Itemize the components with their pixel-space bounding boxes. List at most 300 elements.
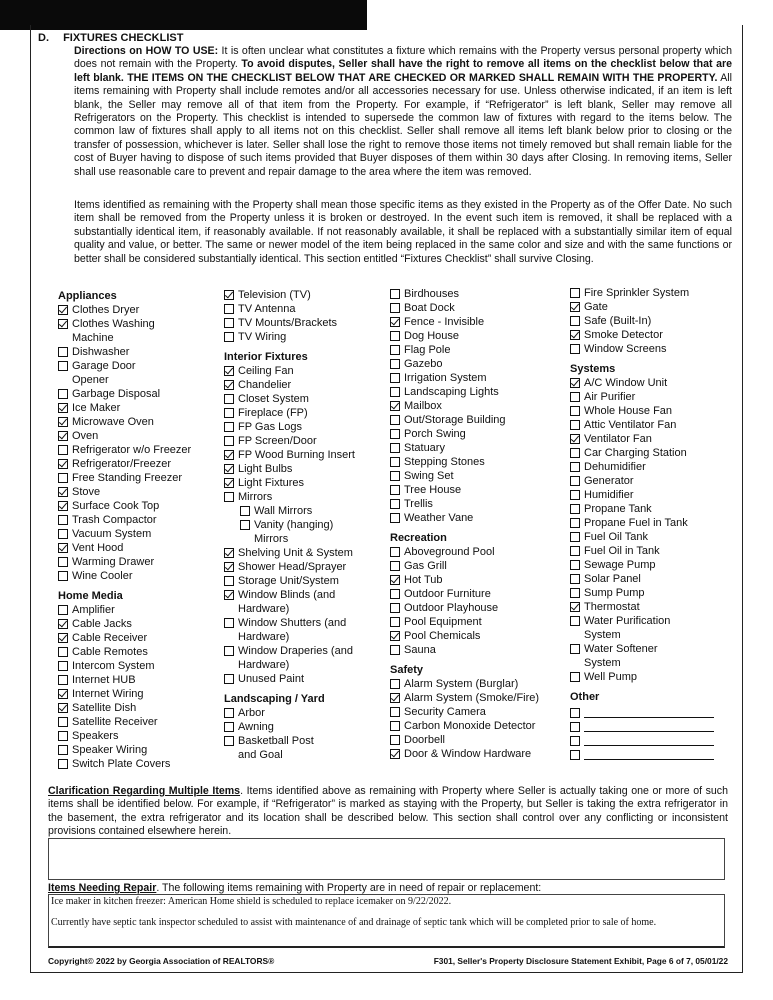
checked-checkbox[interactable] (224, 548, 234, 558)
checklist-item-label: Fuel Oil in Tank (584, 545, 660, 557)
checkbox[interactable] (390, 617, 400, 627)
checkbox[interactable] (224, 422, 234, 432)
checkbox[interactable] (390, 429, 400, 439)
category-heading: Interior Fixtures (224, 351, 308, 363)
checklist-item-label: Fireplace (FP) (238, 407, 308, 419)
checkbox[interactable] (390, 387, 400, 397)
checked-checkbox[interactable] (224, 450, 234, 460)
checklist-item (224, 330, 355, 344)
checkbox[interactable] (224, 674, 234, 684)
clarification-title: Clarification Regarding Multiple Items (48, 785, 241, 797)
checklist-item-label: Door & Window Hardware (404, 748, 532, 760)
checklist-item-label: Window Shutters (and Hardware) (238, 617, 347, 643)
checklist-item (224, 316, 355, 330)
checked-checkbox[interactable] (570, 330, 580, 340)
checkbox[interactable] (570, 644, 580, 654)
checklist-item-label: Fence - Invisible (404, 316, 485, 328)
checklist-item (224, 462, 355, 476)
checklist-item (390, 441, 539, 455)
checkbox[interactable] (58, 347, 68, 357)
checklist-item-label: Shower Head/Sprayer (238, 561, 347, 573)
checklist-item-label: Tree House (404, 484, 462, 496)
checklist-item-label: Amplifier (72, 604, 115, 616)
checkbox[interactable] (224, 708, 234, 718)
checklist-item (58, 387, 191, 401)
checklist-item-label: Weather Vane (404, 512, 474, 524)
checklist-item (58, 645, 191, 659)
checklist-item-label: Surface Cook Top (72, 500, 160, 512)
checkbox[interactable] (58, 445, 68, 455)
checkbox[interactable] (58, 473, 68, 483)
checklist-item-label: Thermostat (584, 601, 640, 613)
checklist-item (390, 733, 539, 747)
checklist-item-label: Dog House (404, 330, 460, 342)
checkbox[interactable] (58, 529, 68, 539)
checked-checkbox[interactable] (390, 401, 400, 411)
checklist-item (58, 743, 191, 757)
checklist-item-label: Sump Pump (584, 587, 645, 599)
checkbox[interactable] (58, 389, 68, 399)
checkbox[interactable] (390, 345, 400, 355)
checklist-item (58, 729, 191, 743)
checklist-item (570, 418, 714, 432)
checkbox[interactable] (58, 557, 68, 567)
category-heading: Appliances (58, 290, 117, 302)
checklist-item-label: Internet Wiring (72, 688, 144, 700)
checklist-item-label: TV Wiring (238, 331, 287, 343)
checklist-item-label: Refrigerator/Freezer (72, 458, 172, 470)
checklist-item-label: Ice Maker (72, 402, 121, 414)
checklist-item (570, 572, 714, 586)
checked-checkbox[interactable] (390, 749, 400, 759)
checked-checkbox[interactable] (570, 302, 580, 312)
identified-paragraph: Items identified as remaining with the Property shall mean those specific items as they existed in the Property as of the Offer Date. No such item shall be removed from the Property unless it is broken or destroyed. In the event such item is removed, it shall be replaced with a substantially identical item, if reasonably available. If not reasonably available, it shall be replaced with a substantially similar item of equal quality and value, or better. The same or newer model of the item being replaced in the same color and size and with the same functions or better shall be considered substantially identical. This section entitled “Fixtures Checklist” shall survive Closing. (74, 199, 732, 265)
checklist-item-label: FP Wood Burning Insert (238, 449, 355, 461)
checked-checkbox[interactable] (570, 602, 580, 612)
checked-checkbox[interactable] (58, 431, 68, 441)
checklist-item-label: Outdoor Playhouse (404, 602, 499, 614)
checklist-item-label: Pool Chemicals (404, 630, 481, 642)
checklist-item-label: Air Purifier (584, 391, 636, 403)
checklist-item-label: Vent Hood (72, 542, 124, 554)
checklist-item (224, 672, 355, 686)
other-input-line[interactable] (584, 750, 714, 760)
checklist-item-label: Chandelier (238, 379, 292, 391)
checked-checkbox[interactable] (390, 693, 400, 703)
checklist-item-label: Solar Panel (584, 573, 641, 585)
checked-checkbox[interactable] (570, 434, 580, 444)
checklist-item (390, 469, 539, 483)
checklist-item-label: Cable Receiver (72, 632, 148, 644)
checkbox[interactable] (570, 392, 580, 402)
checklist-item-label: Security Camera (404, 706, 486, 718)
checkbox[interactable] (570, 588, 580, 598)
checklist-item (570, 328, 714, 342)
checklist-column-1 (58, 289, 191, 771)
checkbox[interactable] (570, 574, 580, 584)
checklist-item-label: Attic Ventilator Fan (584, 419, 677, 431)
checkbox[interactable] (570, 736, 580, 746)
checkbox[interactable] (58, 661, 68, 671)
checkbox[interactable] (58, 717, 68, 727)
checkbox[interactable] (58, 647, 68, 657)
checklist-column-3 (390, 287, 539, 761)
checklist-item-label: Trash Compactor (72, 514, 157, 526)
checklist-item (570, 390, 714, 404)
checked-checkbox[interactable] (224, 464, 234, 474)
checked-checkbox[interactable] (224, 562, 234, 572)
checked-checkbox[interactable] (224, 590, 234, 600)
checkbox[interactable] (224, 408, 234, 418)
checkbox[interactable] (390, 359, 400, 369)
checklist-item-label: Humidifier (584, 489, 634, 501)
checkbox[interactable] (224, 332, 234, 342)
checklist-item (570, 460, 714, 474)
checklist-item (390, 371, 539, 385)
checklist-item-label: Cable Remotes (72, 646, 148, 658)
checked-checkbox[interactable] (224, 366, 234, 376)
checkbox[interactable] (570, 476, 580, 486)
checklist-item (58, 617, 191, 631)
checklist-item-label: Statuary (404, 442, 445, 454)
checklist-item (224, 364, 355, 378)
checkbox[interactable] (570, 462, 580, 472)
checklist-item-label: Satellite Dish (72, 702, 137, 714)
checklist-item-label: Speakers (72, 730, 119, 742)
checkbox[interactable] (570, 288, 580, 298)
checkbox[interactable] (224, 394, 234, 404)
checkbox[interactable] (390, 561, 400, 571)
checklist-item-label: Dishwasher (72, 346, 130, 358)
checklist-item-label: Out/Storage Building (404, 414, 506, 426)
checklist-item-label: Generator (584, 475, 634, 487)
checkbox[interactable] (570, 750, 580, 760)
checklist-item (58, 659, 191, 673)
checklist-item-label: Aboveground Pool (404, 546, 495, 558)
checklist-item (224, 560, 355, 574)
checklist-item (224, 518, 355, 546)
checklist-item (570, 404, 714, 418)
checklist-item (390, 587, 539, 601)
checklist-item (570, 600, 714, 614)
checklist-item-label: Well Pump (584, 671, 637, 683)
checked-checkbox[interactable] (58, 689, 68, 699)
checklist-item-label: Arbor (238, 707, 265, 719)
checklist-item-label: Satellite Receiver (72, 716, 158, 728)
checklist-item (390, 343, 539, 357)
checked-checkbox[interactable] (58, 319, 68, 329)
checkbox[interactable] (390, 485, 400, 495)
checklist-item-label: Irrigation System (404, 372, 487, 384)
checklist-item (570, 614, 714, 642)
checked-checkbox[interactable] (58, 417, 68, 427)
checkbox[interactable] (390, 645, 400, 655)
checklist-item-label: Internet HUB (72, 674, 136, 686)
checkbox[interactable] (58, 605, 68, 615)
checklist-item (570, 670, 714, 684)
section-letter: D. (38, 32, 49, 44)
checkbox[interactable] (224, 436, 234, 446)
checklist-item (570, 314, 714, 328)
checklist-item (390, 747, 539, 761)
checklist-item-label: Smoke Detector (584, 329, 663, 341)
checkbox[interactable] (240, 506, 250, 516)
checkbox[interactable] (224, 646, 234, 656)
checklist-item-label: Microwave Oven (72, 416, 154, 428)
checkbox[interactable] (570, 560, 580, 570)
checklist-item (570, 586, 714, 600)
checklist-item-label: Gas Grill (404, 560, 447, 572)
checked-checkbox[interactable] (224, 478, 234, 488)
checkbox[interactable] (390, 513, 400, 523)
checkbox[interactable] (570, 708, 580, 718)
checklist-item (58, 485, 191, 499)
checkbox[interactable] (58, 745, 68, 755)
checklist-item-label: Water Purification System (584, 615, 671, 641)
checklist-item (570, 446, 714, 460)
checklist-item-label: Dehumidifier (584, 461, 646, 473)
checkbox[interactable] (570, 504, 580, 514)
footer-copyright: Copyright© 2022 by Georgia Association of REALTORS® (48, 956, 275, 966)
checklist-item-label: Landscaping Lights (404, 386, 499, 398)
checkbox[interactable] (570, 420, 580, 430)
checkbox[interactable] (58, 515, 68, 525)
checked-checkbox[interactable] (58, 633, 68, 643)
checklist-item-label: Light Fixtures (238, 477, 305, 489)
checkbox[interactable] (570, 406, 580, 416)
checked-checkbox[interactable] (224, 290, 234, 300)
category-heading: Systems (570, 363, 616, 375)
checklist-item (58, 757, 191, 771)
checkbox[interactable] (390, 589, 400, 599)
checklist-item-label: Window Blinds (and Hardware) (238, 589, 336, 615)
checkbox[interactable] (570, 490, 580, 500)
other-input-line[interactable] (584, 708, 714, 718)
checklist-item (58, 673, 191, 687)
checked-checkbox[interactable] (570, 378, 580, 388)
checkbox[interactable] (58, 731, 68, 741)
checklist-item-label: Fuel Oil Tank (584, 531, 648, 543)
checkbox[interactable] (224, 318, 234, 328)
checkbox[interactable] (570, 344, 580, 354)
checked-checkbox[interactable] (58, 703, 68, 713)
checklist-item (58, 527, 191, 541)
checklist-item (390, 511, 539, 525)
checked-checkbox[interactable] (390, 575, 400, 585)
checkbox[interactable] (390, 289, 400, 299)
checklist-item (224, 504, 355, 518)
checklist-item (390, 691, 539, 705)
checklist-item-label: Hot Tub (404, 574, 443, 586)
checklist-item (570, 544, 714, 558)
checkbox[interactable] (390, 415, 400, 425)
checklist-item-label: FP Screen/Door (238, 435, 317, 447)
checklist-item (570, 558, 714, 572)
other-item-line (570, 732, 714, 746)
checklist-item (390, 385, 539, 399)
checklist-item-label: Garbage Disposal (72, 388, 161, 400)
checklist-item (58, 443, 191, 457)
checkbox[interactable] (390, 331, 400, 341)
clarification-paragraph: Clarification Regarding Multiple Items. Items identified above as remaining with Property where Seller is actually taking one or more of such items shall be identified below. For example, if “Refrigerator” is marked as staying with the Property, but Seller is taking the extra refrigerator in the basement, the extra refrigerator and its location shall be described below. This section shall control over any conflicting or inconsistent provisions contained elsewhere herein. (48, 785, 728, 838)
checklist-item (224, 476, 355, 490)
other-input-line[interactable] (584, 722, 714, 732)
checklist-item-label: Whole House Fan (584, 405, 673, 417)
footer-form-id: F301, Seller's Property Disclosure Statement Exhibit, Page 6 of 7, 05/01/22 (433, 956, 728, 966)
checked-checkbox[interactable] (58, 487, 68, 497)
checklist-item-label: Safe (Built-In) (584, 315, 652, 327)
checklist-item (570, 432, 714, 446)
checked-checkbox[interactable] (58, 305, 68, 315)
checklist-item-label: Basketball Post and Goal (238, 735, 314, 761)
checkbox[interactable] (390, 707, 400, 717)
checklist-item (224, 378, 355, 392)
checked-checkbox[interactable] (58, 501, 68, 511)
checkbox[interactable] (390, 721, 400, 731)
checkbox[interactable] (224, 576, 234, 586)
checklist-item (390, 455, 539, 469)
checked-checkbox[interactable] (58, 543, 68, 553)
checklist-item (224, 448, 355, 462)
checklist-item-label: Porch Swing (404, 428, 466, 440)
checked-checkbox[interactable] (224, 380, 234, 390)
category-heading: Safety (390, 664, 424, 676)
checklist-item-label: Water Softener System (584, 643, 658, 669)
checkbox[interactable] (390, 603, 400, 613)
checklist-item-label: Cable Jacks (72, 618, 132, 630)
checklist-item (390, 559, 539, 573)
checklist-item-label: Wine Cooler (72, 570, 133, 582)
checkbox[interactable] (224, 492, 234, 502)
checklist-item-label: Propane Tank (584, 503, 652, 515)
checkbox[interactable] (58, 759, 68, 769)
checklist-item (224, 720, 355, 734)
checklist-item-label: Outdoor Furniture (404, 588, 491, 600)
checklist-item-label: Awning (238, 721, 274, 733)
checklist-item (390, 601, 539, 615)
checklist-item (224, 644, 355, 672)
checkbox[interactable] (58, 361, 68, 371)
checkbox[interactable] (224, 618, 234, 628)
checklist-item-label: TV Mounts/Brackets (238, 317, 338, 329)
checklist-item-label: Oven (72, 430, 99, 442)
checked-checkbox[interactable] (390, 631, 400, 641)
checklist-item-label: Warming Drawer (72, 556, 155, 568)
checklist-item (570, 530, 714, 544)
checklist-item-label: Boat Dock (404, 302, 455, 314)
other-input-line[interactable] (584, 736, 714, 746)
checklist-item-label: Mirrors (238, 491, 273, 503)
checkbox[interactable] (570, 448, 580, 458)
checkbox[interactable] (390, 303, 400, 313)
checklist-item (58, 345, 191, 359)
checkbox[interactable] (390, 457, 400, 467)
repair-line-2: Currently have septic tank inspector scheduled to assist with maintenance of and drainage of septic tank which will be completed prior to sale of home. (51, 917, 657, 928)
checked-checkbox[interactable] (58, 403, 68, 413)
checklist-item (390, 287, 539, 301)
checklist-item (390, 329, 539, 343)
checked-checkbox[interactable] (58, 459, 68, 469)
checklist-item (58, 359, 191, 387)
checklist-item (390, 399, 539, 413)
checkbox[interactable] (224, 736, 234, 746)
checklist-item (570, 342, 714, 356)
checklist-item (58, 317, 191, 345)
other-item-line (570, 704, 714, 718)
checkbox[interactable] (570, 616, 580, 626)
checked-checkbox[interactable] (390, 317, 400, 327)
checklist-item-label: Alarm System (Smoke/Fire) (404, 692, 540, 704)
checklist-item-label: Shelving Unit & System (238, 547, 353, 559)
repair-title: Items Needing Repair (48, 882, 157, 894)
checkbox[interactable] (58, 675, 68, 685)
checklist-item (570, 300, 714, 314)
checklist-item (58, 457, 191, 471)
repair-input-box[interactable] (48, 894, 725, 948)
checklist-item (224, 288, 355, 302)
clarification-input-box[interactable] (48, 838, 725, 880)
checkbox[interactable] (570, 518, 580, 528)
checklist-item (58, 499, 191, 513)
checklist-item (58, 569, 191, 583)
checkbox[interactable] (390, 679, 400, 689)
checklist-item (58, 303, 191, 317)
checklist-item-label: Sauna (404, 644, 436, 656)
checklist-item-label: Wall Mirrors (254, 505, 313, 517)
checklist-item-label: Light Bulbs (238, 463, 293, 475)
checklist-item-label: Window Draperies (and Hardware) (238, 645, 353, 671)
checklist-item-label: Window Screens (584, 343, 667, 355)
checkbox[interactable] (570, 546, 580, 556)
checklist-item (224, 302, 355, 316)
checkbox[interactable] (224, 304, 234, 314)
checked-checkbox[interactable] (58, 619, 68, 629)
checklist-item-label: Ventilator Fan (584, 433, 652, 445)
checkbox[interactable] (390, 443, 400, 453)
checklist-item (390, 413, 539, 427)
checklist-item-label: Closet System (238, 393, 309, 405)
checklist-item-label: Doorbell (404, 734, 445, 746)
checklist-item (58, 715, 191, 729)
checklist-item (390, 643, 539, 657)
checkbox[interactable] (390, 735, 400, 745)
checkbox[interactable] (570, 316, 580, 326)
checkbox[interactable] (390, 499, 400, 509)
category-heading: Home Media (58, 590, 123, 602)
checklist-item-label: Television (TV) (238, 289, 311, 301)
repair-heading: Items Needing Repair. The following items remaining with Property are in need of repair or replacement: (48, 882, 542, 894)
checkbox[interactable] (224, 722, 234, 732)
section-title: FIXTURES CHECKLIST (63, 32, 184, 44)
checklist-item (58, 603, 191, 617)
checkbox[interactable] (390, 471, 400, 481)
checkbox[interactable] (570, 722, 580, 732)
checkbox[interactable] (570, 672, 580, 682)
checklist-item (390, 545, 539, 559)
checklist-item (224, 546, 355, 560)
checklist-item (390, 427, 539, 441)
checkbox[interactable] (240, 520, 250, 530)
checklist-item-label: Gate (584, 301, 608, 313)
checkbox[interactable] (390, 547, 400, 557)
checkbox[interactable] (58, 571, 68, 581)
checkbox[interactable] (390, 373, 400, 383)
checklist-column-4 (570, 286, 714, 760)
checklist-item (570, 286, 714, 300)
checkbox[interactable] (570, 532, 580, 542)
checklist-item-label: Unused Paint (238, 673, 305, 685)
checklist-item-label: Garage Door Opener (72, 360, 136, 386)
